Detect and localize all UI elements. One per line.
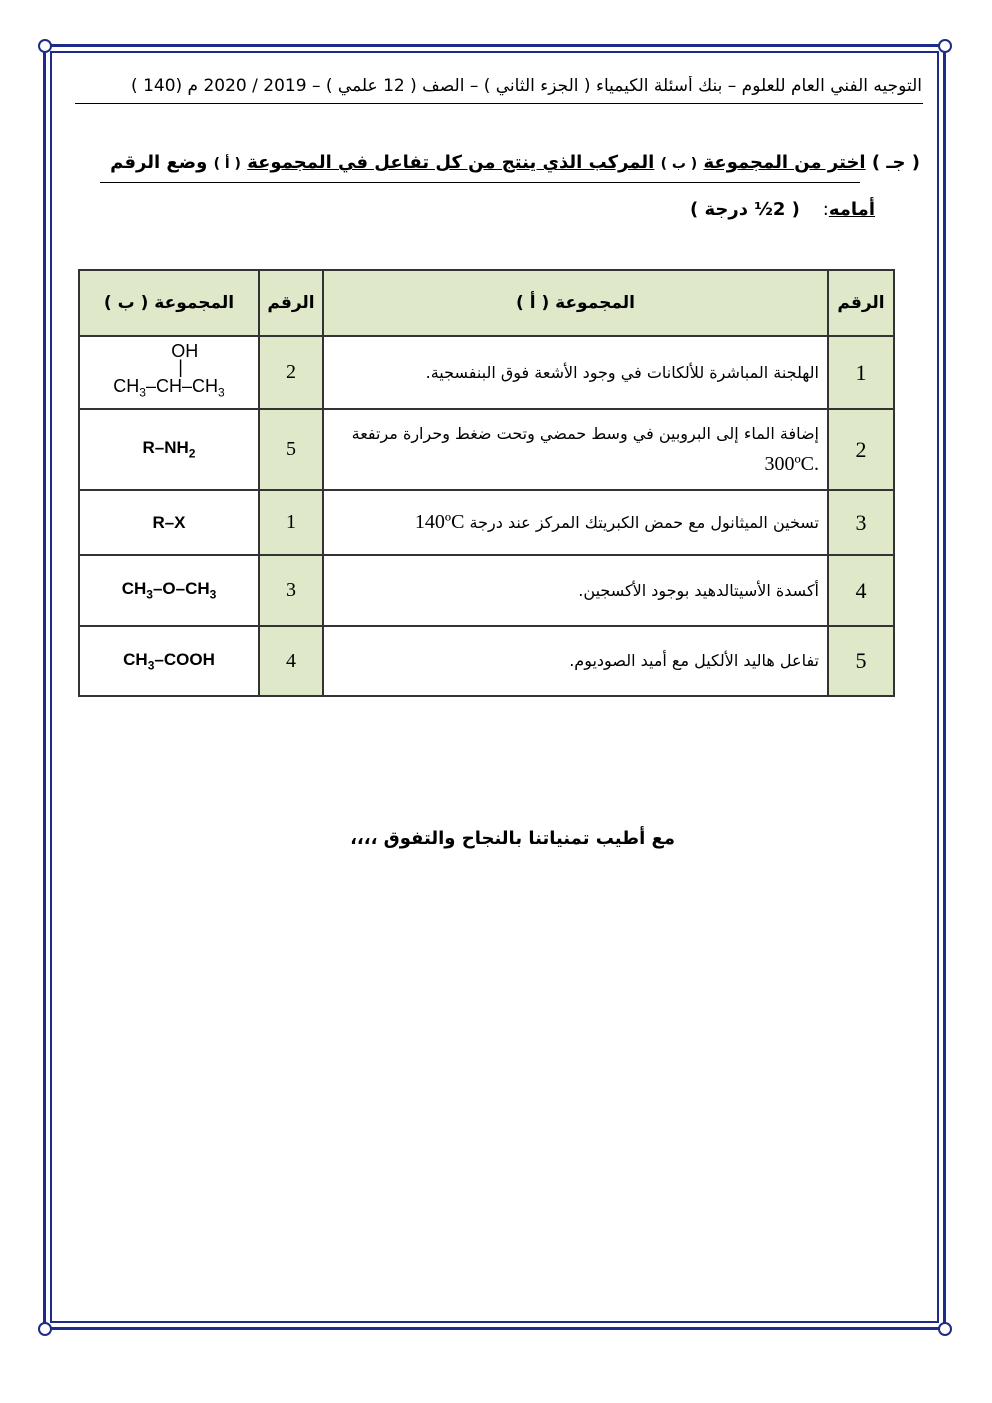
table-header-row xyxy=(79,270,894,336)
row-number: 2 xyxy=(828,409,894,490)
matching-table xyxy=(78,269,895,697)
reaction-temp: 140ºC xyxy=(414,511,465,533)
question-colon: : xyxy=(822,199,829,220)
row-number: 1 xyxy=(828,336,894,409)
answer-number: 4 xyxy=(259,626,323,696)
reaction-desc-text: إضافة الماء إلى البروبين في وسط حمضي وتحت ضغط وحرارة مرتفعة xyxy=(351,424,819,443)
reaction-desc: الهلجنة المباشرة للألكانات في وجود الأشعة فوق البنفسجية. xyxy=(323,336,828,409)
corner-ornament xyxy=(38,1322,52,1336)
row-number: 5 xyxy=(828,626,894,696)
isopropanol-backbone: $CH_3-CH-CH_3$ xyxy=(113,376,225,400)
reaction-desc: أكسدة الأسيتالدهيد بوجود الأكسجين. xyxy=(323,555,828,626)
answer-number: 2 xyxy=(259,336,323,409)
table-row xyxy=(79,626,894,696)
group-a-ref: ( أ ) xyxy=(213,156,241,172)
header-num: الرقم xyxy=(828,270,894,336)
corner-ornament xyxy=(938,39,952,53)
compound-isopropanol xyxy=(79,336,259,409)
table-row xyxy=(79,555,894,626)
reaction-desc xyxy=(323,409,828,490)
table-row xyxy=(79,490,894,555)
group-b-ref: ( ب ) xyxy=(660,156,698,172)
corner-ornament xyxy=(38,39,52,53)
question-text-part3: وضع الرقم xyxy=(110,152,208,173)
reaction-desc-text: تسخين الميثانول مع حمض الكبريتك المركز عند درجة xyxy=(469,513,819,532)
row-number: 3 xyxy=(828,490,894,555)
question-grade: ( 2½ درجة ) xyxy=(689,199,800,220)
header-divider xyxy=(75,103,923,104)
compound-alkyl-halide: R–X xyxy=(79,490,259,555)
isopropanol-structure xyxy=(113,341,224,404)
row-number: 4 xyxy=(828,555,894,626)
answer-number: 1 xyxy=(259,490,323,555)
question-line2 xyxy=(560,199,875,220)
reaction-temp: 300ºC. xyxy=(764,453,819,475)
question-text xyxy=(100,152,920,173)
reaction-desc: تفاعل هاليد الألكيل مع أميد الصوديوم. xyxy=(323,626,828,696)
corner-ornament xyxy=(938,1322,952,1336)
question-underline xyxy=(100,182,860,183)
question-text-part2: المركب الذي ينتج من كل تفاعل في المجموعة xyxy=(247,152,655,173)
answer-number: 3 xyxy=(259,555,323,626)
compound-acetic-acid: $CH_3$–COOH xyxy=(79,626,259,696)
table-row xyxy=(79,409,894,490)
bond-line: | xyxy=(178,357,183,378)
compound-amine: $R-NH_2$ xyxy=(79,409,259,490)
reaction-desc xyxy=(323,490,828,555)
page-header: التوجيه الفني العام للعلوم – بنك أسئلة الكيمياء ( الجزء الثاني ) – الصف ( 12 علمي ) – 2019 / 2020 م (140 ) xyxy=(131,76,922,96)
table-row xyxy=(79,336,894,409)
closing-message: مع أطيب تمنياتنا بالنجاح والتفوق ،،،، xyxy=(350,828,675,849)
header-group-b: المجموعة ( ب ) xyxy=(79,270,259,336)
header-match-num: الرقم xyxy=(259,270,323,336)
question-text-part1: اختر من المجموعة xyxy=(703,152,866,173)
question-label: أمامه xyxy=(828,199,875,220)
question-prefix: ( جـ ) xyxy=(871,152,920,173)
header-group-a: المجموعة ( أ ) xyxy=(323,270,828,336)
oh-group: OH xyxy=(171,341,199,362)
answer-number: 5 xyxy=(259,409,323,490)
compound-ether: $CH_3-O-CH_3$ xyxy=(79,555,259,626)
